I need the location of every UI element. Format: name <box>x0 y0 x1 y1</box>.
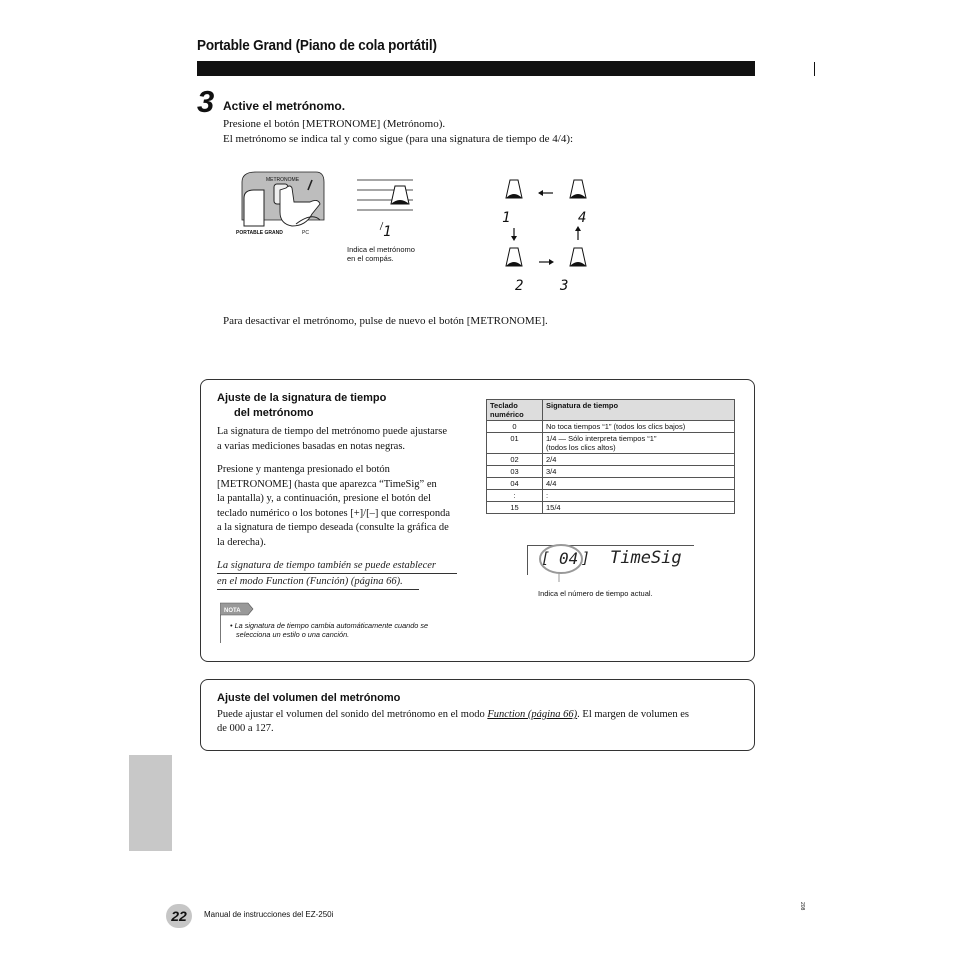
metronome-icon <box>391 186 409 204</box>
column-header-signature: Signatura de tiempo <box>543 400 735 421</box>
arrow-up-icon <box>575 226 581 240</box>
signature-heading-line-1: Ajuste de la signatura de tiempo <box>217 392 387 404</box>
metronome-panel-label: METRONOME <box>266 177 300 183</box>
metronome-icon-beat-2 <box>506 248 522 266</box>
volume-text: Puede ajustar el volumen del sonido del metrónomo en el modo Function (página 66). El margen de volumen es de 000 a 127. <box>217 709 689 734</box>
page-title: Portable Grand (Piano de cola portátil) <box>197 37 437 54</box>
metronome-display-illustration <box>345 176 420 246</box>
arrow-left-icon <box>538 190 553 196</box>
signature-paragraph-2: Presione y mantenga presionado el botón [METRONOME] (hasta que aparezca “TimeSig” en la pantalla) y, a continuación, presione el botón del teclado numérico o los botones [+]/[–] que corresponda a la signatura de tiempo deseada (consulte la gráfica de la derecha). <box>217 464 451 548</box>
page-number: 22 <box>166 904 192 928</box>
volume-function-link[interactable]: Function (página 66) <box>487 709 578 720</box>
lcd-value: 04 <box>559 549 579 568</box>
beat-cycle-diagram <box>495 176 595 296</box>
table-header-row <box>487 400 735 421</box>
lcd-bracket-left: [ <box>541 549 551 567</box>
lcd-text: TimeSig <box>610 548 682 568</box>
pc-label: PC <box>302 230 309 236</box>
title-bar <box>197 61 755 76</box>
step-number: 3 <box>197 84 215 119</box>
portable-grand-label: PORTABLE GRAND <box>236 230 283 236</box>
metronome-button-illustration <box>236 168 326 240</box>
table-row: 02 2/4 <box>487 454 735 466</box>
beat-label-2: 2 <box>515 278 524 294</box>
note-text: • La signatura de tiempo cambia automáticamente cuando se selecciona un estilo o una canción. <box>230 621 429 639</box>
signature-heading-line-2: del metrónomo <box>234 407 314 419</box>
step-heading: Active el metrónomo. <box>223 99 346 113</box>
lcd-caption: Indica el número de tiempo actual. <box>538 589 653 598</box>
nota-label: NOTA <box>224 608 241 614</box>
display-caption-line-1: Indica el metrónomo <box>347 245 415 254</box>
metronome-icon-beat-3 <box>570 248 586 266</box>
table-row: 0 No toca tiempos “1” (todos los clics bajos) <box>487 421 735 433</box>
display-caption-line-2: en el compás. <box>347 254 394 263</box>
table-row: 04 4/4 <box>487 478 735 490</box>
signature-paragraph-1: La signatura de tiempo del metrónomo puede ajustarse a varias mediciones basadas en notas negras. <box>217 426 448 452</box>
arrow-right-icon <box>539 259 554 265</box>
volume-heading: Ajuste del volumen del metrónomo <box>217 692 401 704</box>
table-row: 01 1/4 — Sólo interpreta tiempos “1” (todos los clics altos) <box>487 433 735 454</box>
metronome-icon-beat-4 <box>570 180 586 198</box>
manual-title: Manual de instrucciones del EZ-250i <box>204 910 334 919</box>
step-line-2: El metrónomo se indica tal y como sigue (para una signatura de tiempo de 4/4): <box>223 133 574 145</box>
beat-label-4: 4 <box>578 210 587 226</box>
nota-tag-icon <box>220 602 254 616</box>
table-row: 03 3/4 <box>487 466 735 478</box>
function-mode-link[interactable]: La signatura de tiempo también se puede establecer en el modo Function (Función) (página 66). <box>217 558 457 590</box>
beat-label-3: 3 <box>560 278 569 294</box>
table-row: : : <box>487 490 735 502</box>
lcd-bracket-right: ] <box>581 549 591 567</box>
crop-mark <box>814 62 815 76</box>
section-side-tab <box>129 755 172 851</box>
step-line-1: Presione el botón [METRONOME] (Metrónomo). <box>223 118 446 130</box>
beat-digit: 1 <box>383 224 392 240</box>
column-header-keypad: Teclado numérico <box>487 400 543 421</box>
metronome-icon-beat-1 <box>506 180 522 198</box>
arrow-down-icon <box>511 228 517 241</box>
beat-label-1: 1 <box>502 210 511 226</box>
step-closing: Para desactivar el metrónomo, pulse de nuevo el botón [METRONOME]. <box>223 315 548 327</box>
table-row: 15 15/4 <box>487 502 735 514</box>
corner-code: 208 <box>799 902 805 911</box>
time-signature-table <box>486 399 735 514</box>
